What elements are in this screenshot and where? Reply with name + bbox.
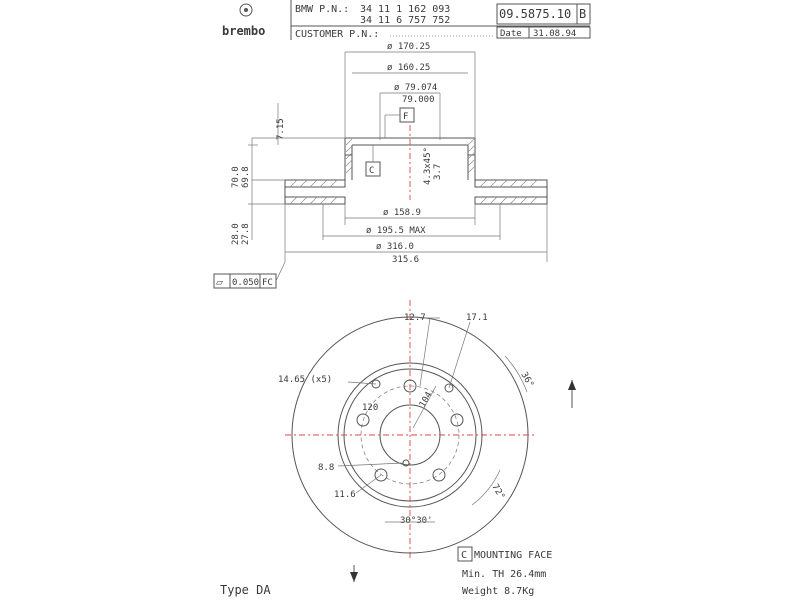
dim-3160: ø 316.0	[376, 242, 414, 252]
friction-ring-left	[285, 180, 345, 204]
dim-170: ø 170.25	[387, 42, 431, 52]
dim-37: 3.7	[433, 163, 443, 180]
bmw-pn-label: BMW P.N.:	[295, 4, 350, 15]
section-arrow-bottom-icon	[350, 572, 358, 582]
flatness-symbol-icon: ⏥	[216, 278, 223, 288]
front-view	[278, 300, 576, 582]
datum-f: F	[403, 112, 409, 122]
chamfer-label: 4.3x45°	[423, 147, 433, 185]
tolerance-frame	[214, 262, 285, 288]
dim-715: 7.15	[276, 118, 286, 140]
tolerance-value: 0.050	[232, 278, 260, 288]
dim-116: 11.6	[334, 490, 356, 500]
dim-1955: ø 195.5 MAX	[366, 226, 426, 236]
friction-ring-right	[475, 180, 547, 204]
dim-1465: 14.65 (x5)	[278, 375, 333, 385]
dim-700: 70.0	[231, 166, 241, 188]
dim-79000: 79.000	[402, 95, 435, 105]
tolerance-ref: FC	[262, 278, 273, 288]
dim-127: 12.7	[404, 313, 426, 323]
dim-3156: 315.6	[392, 255, 420, 265]
dim-104: 104	[417, 390, 435, 410]
customer-pn-label: CUSTOMER P.N.:	[295, 29, 380, 40]
title-block	[222, 0, 590, 40]
brembo-logo-text: brembo	[222, 24, 266, 38]
brembo-logo-dot	[244, 8, 248, 12]
disc-type: Type DA	[220, 583, 271, 597]
date-label: Date	[500, 29, 522, 39]
angle-30: 30°30'	[400, 516, 433, 526]
bmw-pn-2: 34 11 6 757 752	[360, 15, 451, 26]
weight: Weight 8.7Kg	[462, 586, 535, 597]
dim-1589: ø 158.9	[383, 208, 421, 218]
dim-171: 17.1	[466, 313, 488, 323]
bmw-pn-1: 34 11 1 162 093	[360, 4, 451, 15]
dim-88: 8.8	[318, 463, 335, 473]
mounting-face-label: MOUNTING FACE	[474, 550, 553, 561]
date-value: 31.08.94	[533, 29, 577, 39]
mounting-face-datum: C	[461, 550, 468, 561]
angle-36: 36°	[518, 370, 536, 390]
dim-280: 28.0	[231, 223, 241, 245]
dim-278: 27.8	[241, 223, 251, 245]
bolt-hole	[433, 469, 445, 481]
section-arrow-top-icon	[568, 380, 576, 390]
dim-79074: ø 79.074	[394, 83, 438, 93]
small-holes	[372, 380, 453, 466]
dim-698: 69.8	[241, 166, 251, 188]
datum-c: C	[369, 166, 375, 176]
dim-160: ø 160.25	[387, 63, 431, 73]
min-thickness: Min. TH 26.4mm	[462, 569, 547, 580]
brembo-code: 09.5875.10	[499, 7, 572, 21]
section-view	[214, 42, 547, 288]
notes	[220, 547, 552, 597]
brembo-logo	[222, 4, 265, 38]
dim-120: 120	[362, 403, 379, 413]
revision: B	[579, 7, 587, 21]
angle-72: 72°	[489, 482, 507, 502]
bolt-hole	[451, 414, 463, 426]
